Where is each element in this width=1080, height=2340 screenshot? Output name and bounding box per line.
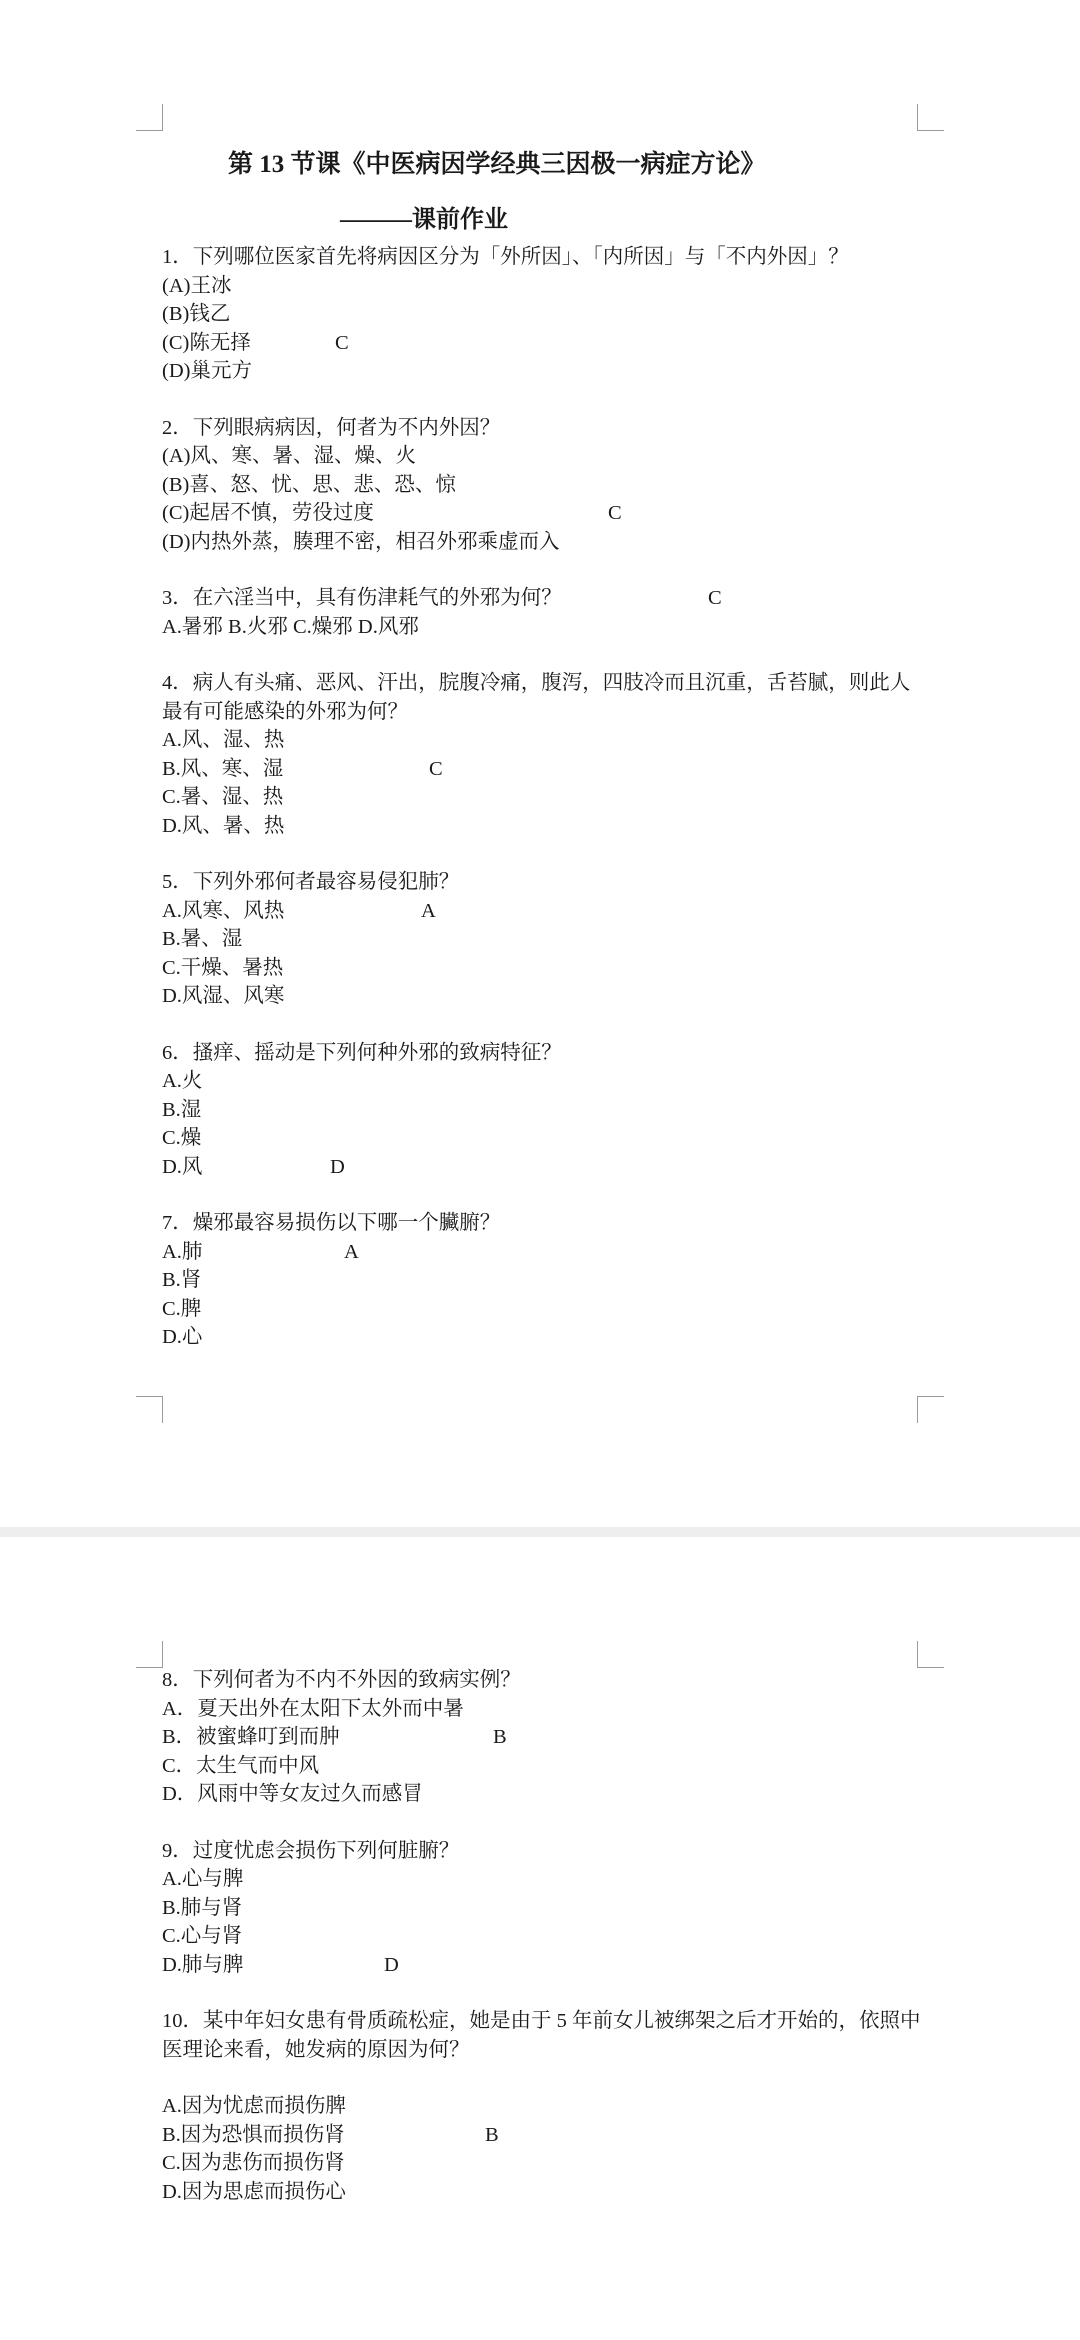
answer-mark: C: [608, 502, 622, 524]
option: A.暑邪 B.火邪 C.燥邪 D.风邪: [162, 615, 419, 638]
page-corner-mark: [917, 1396, 944, 1423]
page-corner-mark: [917, 104, 944, 131]
page-corner-mark: [917, 1641, 944, 1668]
option: (A)风、寒、暑、湿、燥、火: [162, 445, 416, 467]
option: A．夏天出外在太阳下太外而中暑: [162, 1697, 464, 1720]
option: (A)王冰: [162, 274, 232, 297]
question-list-page-2: [162, 1666, 922, 2234]
option: D.因为思虑而损伤心: [162, 2180, 346, 2203]
question-text: 8．下列何者为不内不外因的致病实例？: [162, 1669, 521, 1691]
option: A.肺 A: [162, 1238, 922, 1267]
answer-mark: C: [708, 587, 722, 609]
document-title: 第 13 节课《中医病因学经典三因极一病症方论》: [228, 151, 766, 178]
option: B.暑、湿: [162, 928, 243, 950]
option: A.因为忧虑而损伤脾: [162, 2095, 346, 2117]
question-text: 5．下列外邪何者最容易侵犯肺？: [162, 871, 460, 893]
option: (B)喜、怒、忧、思、悲、恐、惊: [162, 473, 456, 496]
question-8: [162, 1666, 922, 1809]
option: (D)内热外蒸，腠理不密，相召外邪乘虚而入: [162, 530, 560, 553]
page-corner-mark: [136, 1396, 163, 1423]
question-4: [162, 669, 922, 840]
option: C.因为悲伤而损伤肾: [162, 2152, 345, 2174]
page-separator: [0, 1527, 1080, 1537]
question-text: 1．下列哪位医家首先将病因区分为「外所因」、「内所因」与「不内外因」？: [162, 246, 849, 268]
option: B．被蜜蜂叮到而肿 B: [162, 1723, 922, 1752]
option: A.风寒、风热 A: [162, 897, 922, 926]
option: C.心与肾: [162, 1925, 243, 1947]
question-text: 2．下列眼病病因，何者为不内外因？: [162, 416, 501, 439]
answer-mark: D: [330, 1155, 345, 1178]
document-subtitle: ———课前作业: [340, 207, 508, 233]
answer-mark: B: [485, 2123, 499, 2146]
document-page-2: [0, 1537, 1080, 2340]
option: B.风、寒、湿 C: [162, 755, 922, 784]
option: C.燥: [162, 1127, 202, 1149]
question-6: [162, 1039, 922, 1182]
option: A.风、湿、热: [162, 729, 285, 751]
option: A.心与脾: [162, 1868, 244, 1890]
answer-mark: A: [344, 1240, 359, 1263]
answer-mark: A: [421, 899, 436, 922]
question-text: 10．某中年妇女患有骨质疏松症，她是由于 5 年前女儿被绑架之后才开始的，依照中医理论来看，她发病的原因为何？: [162, 2010, 921, 2061]
question-2: [162, 414, 922, 557]
option: C.暑、湿、热: [162, 786, 284, 808]
option: C.脾: [162, 1297, 202, 1320]
option: B.肾: [162, 1269, 202, 1291]
question-text: 9．过度忧虑会损伤下列何脏腑？: [162, 1839, 460, 1862]
question-10: [162, 2007, 922, 2206]
option: C.干燥、暑热: [162, 956, 284, 979]
option: A.火: [162, 1070, 203, 1092]
question-5: [162, 868, 922, 1011]
option: (D)巢元方: [162, 360, 252, 382]
question-text: 7．燥邪最容易损伤以下哪一个臟腑？: [162, 1212, 501, 1234]
option: C．太生气而中风: [162, 1754, 320, 1777]
question-9: [162, 1837, 922, 1980]
page-corner-mark: [136, 104, 163, 131]
option: D.风湿、风寒: [162, 985, 285, 1007]
option: B.肺与肾: [162, 1896, 243, 1919]
option: (B)钱乙: [162, 303, 231, 325]
question-text: 4．病人有头痛、恶风、汗出，脘腹冷痛，腹泻，四肢冷而且沉重，舌苔腻，则此人最有可能感染的外邪为何？: [162, 672, 911, 723]
option: D.风 D: [162, 1153, 922, 1182]
question-text: 3．在六淫当中，具有伤津耗气的外邪为何？ C: [162, 584, 922, 613]
option: B.湿: [162, 1098, 202, 1121]
question-7: [162, 1209, 922, 1352]
answer-mark: D: [384, 1953, 399, 1976]
question-3: [162, 584, 922, 641]
answer-mark: C: [429, 757, 443, 780]
question-1: [162, 243, 922, 386]
answer-mark: C: [335, 331, 349, 354]
option: (C)起居不慎，劳役过度 C: [162, 499, 922, 528]
option: D.肺与脾 D: [162, 1951, 922, 1980]
option: D．风雨中等女友过久而感冒: [162, 1783, 423, 1805]
page-corner-mark: [136, 1641, 163, 1668]
answer-mark: B: [493, 1726, 507, 1748]
option: D.心: [162, 1326, 203, 1348]
question-text: 6．搔痒、摇动是下列何种外邪的致病特征？: [162, 1041, 562, 1064]
option: D.风、暑、热: [162, 814, 285, 837]
question-list-page-1: [162, 243, 922, 1380]
option: (C)陈无择 C: [162, 329, 922, 358]
option: B.因为恐惧而损伤肾 B: [162, 2121, 922, 2150]
